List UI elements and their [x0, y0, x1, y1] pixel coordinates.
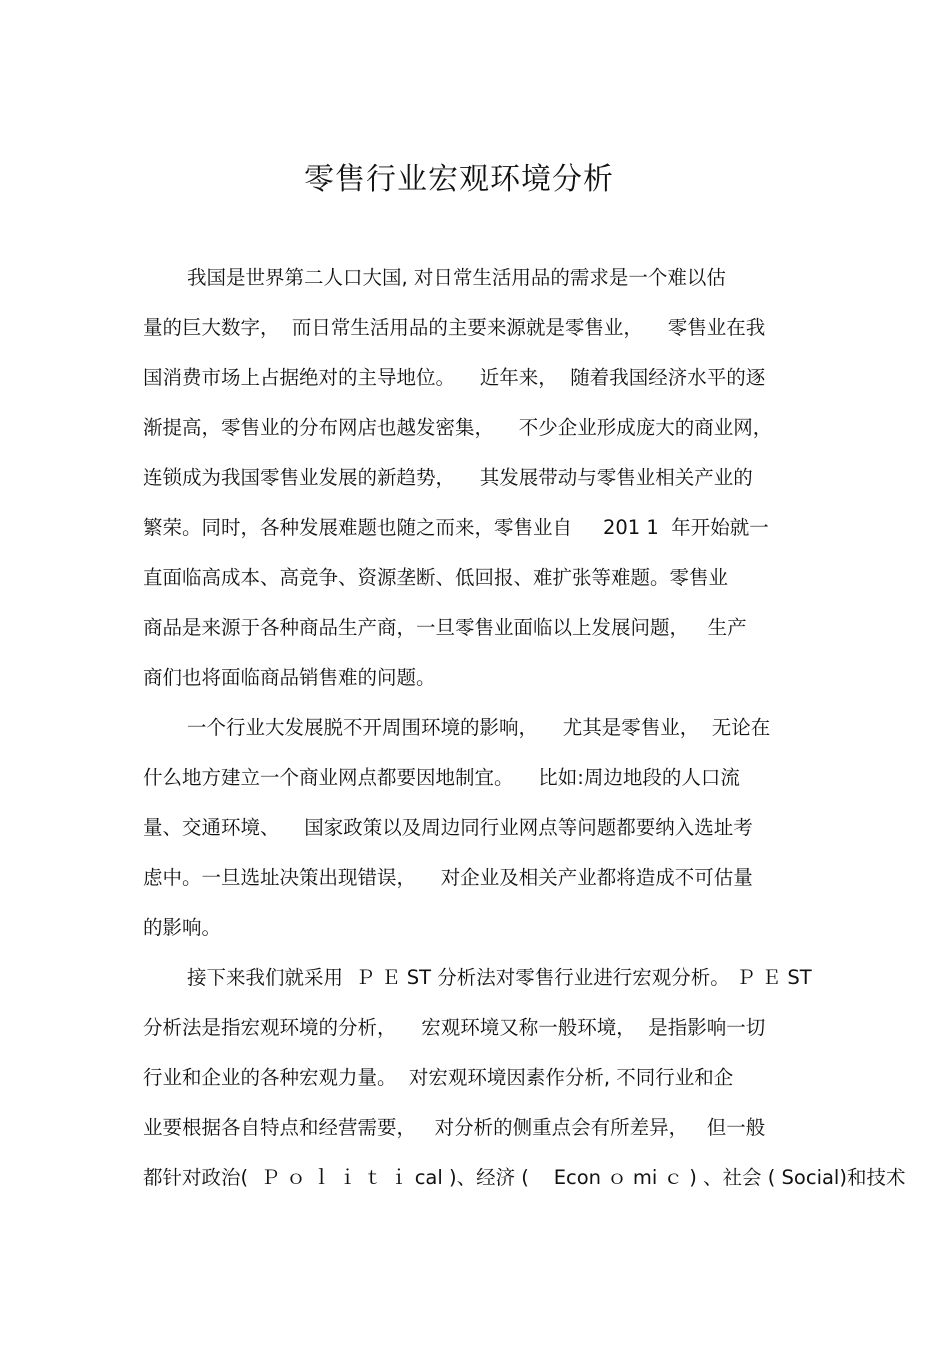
- text-line: 繁荣。同时，各种发展难题也随之而来，零售业自 201 1 年开始就一: [143, 516, 769, 539]
- text-line: 渐提高，零售业的分布网店也越发密集， 不少企业形成庞大的商业网，: [143, 416, 773, 439]
- text-line: 业要根据各自特点和经营需要， 对分析的侧重点会有所差异， 但一般: [143, 1116, 766, 1139]
- text-line: 量的巨大数字， 而日常生活用品的主要来源就是零售业， 零售业在我: [143, 316, 766, 339]
- paragraph: [143, 712, 903, 962]
- text-line: 直面临高成本、高竞争、资源垄断、低回报、难扩张等难题。零售业: [143, 566, 729, 589]
- paragraph: [143, 262, 903, 712]
- text-line: 商品是来源于各种商品生产商，一旦零售业面临以上发展问题， 生产: [143, 616, 747, 639]
- text-line: 连锁成为我国零售业发展的新趋势， 其发展带动与零售业相关产业的: [143, 466, 753, 489]
- paragraph: [143, 962, 906, 1212]
- text-line: 行业和企业的各种宏观力量。 对宏观环境因素作分析, 不同行业和企: [143, 1066, 734, 1089]
- text-line: 国消费市场上占据绝对的主导地位。 近年来， 随着我国经济水平的逐: [143, 366, 766, 389]
- text-line: 分析法是指宏观环境的分析， 宏观环境又称一般环境， 是指影响一切: [143, 1016, 766, 1039]
- text-line: 一个行业大发展脱不开周围环境的影响， 尤其是零售业， 无论在: [187, 716, 771, 739]
- text-line: 的影响。: [143, 916, 222, 939]
- text-line: 量、交通环境、 国家政策以及周边同行业网点等问题都要纳入选址考: [143, 816, 753, 839]
- text-line: 商们也将面临商品销售难的问题。: [143, 666, 436, 689]
- document-title: 零售行业宏观环境分析: [304, 162, 614, 197]
- text-line: 虑中。一旦选址决策出现错误， 对企业及相关产业都将造成不可估量: [143, 866, 753, 889]
- text-line: 都针对政治( Ｐ ｏ ｌ ｉ ｔ ｉ cal )、经济 ( Econ ｏ mi ｃ ) 、社会 ( Social)和技术: [143, 1166, 906, 1189]
- text-line: 接下来我们就采用 Ｐ Ｅ ST 分析法对零售行业进行宏观分析。 Ｐ Ｅ ST: [187, 966, 812, 989]
- text-line: 什么地方建立一个商业网点都要因地制宜。 比如:周边地段的人口流: [143, 766, 740, 789]
- document-body: [143, 262, 906, 1212]
- text-line: 我国是世界第二人口大国, 对日常生活用品的需求是一个难以估: [187, 266, 726, 289]
